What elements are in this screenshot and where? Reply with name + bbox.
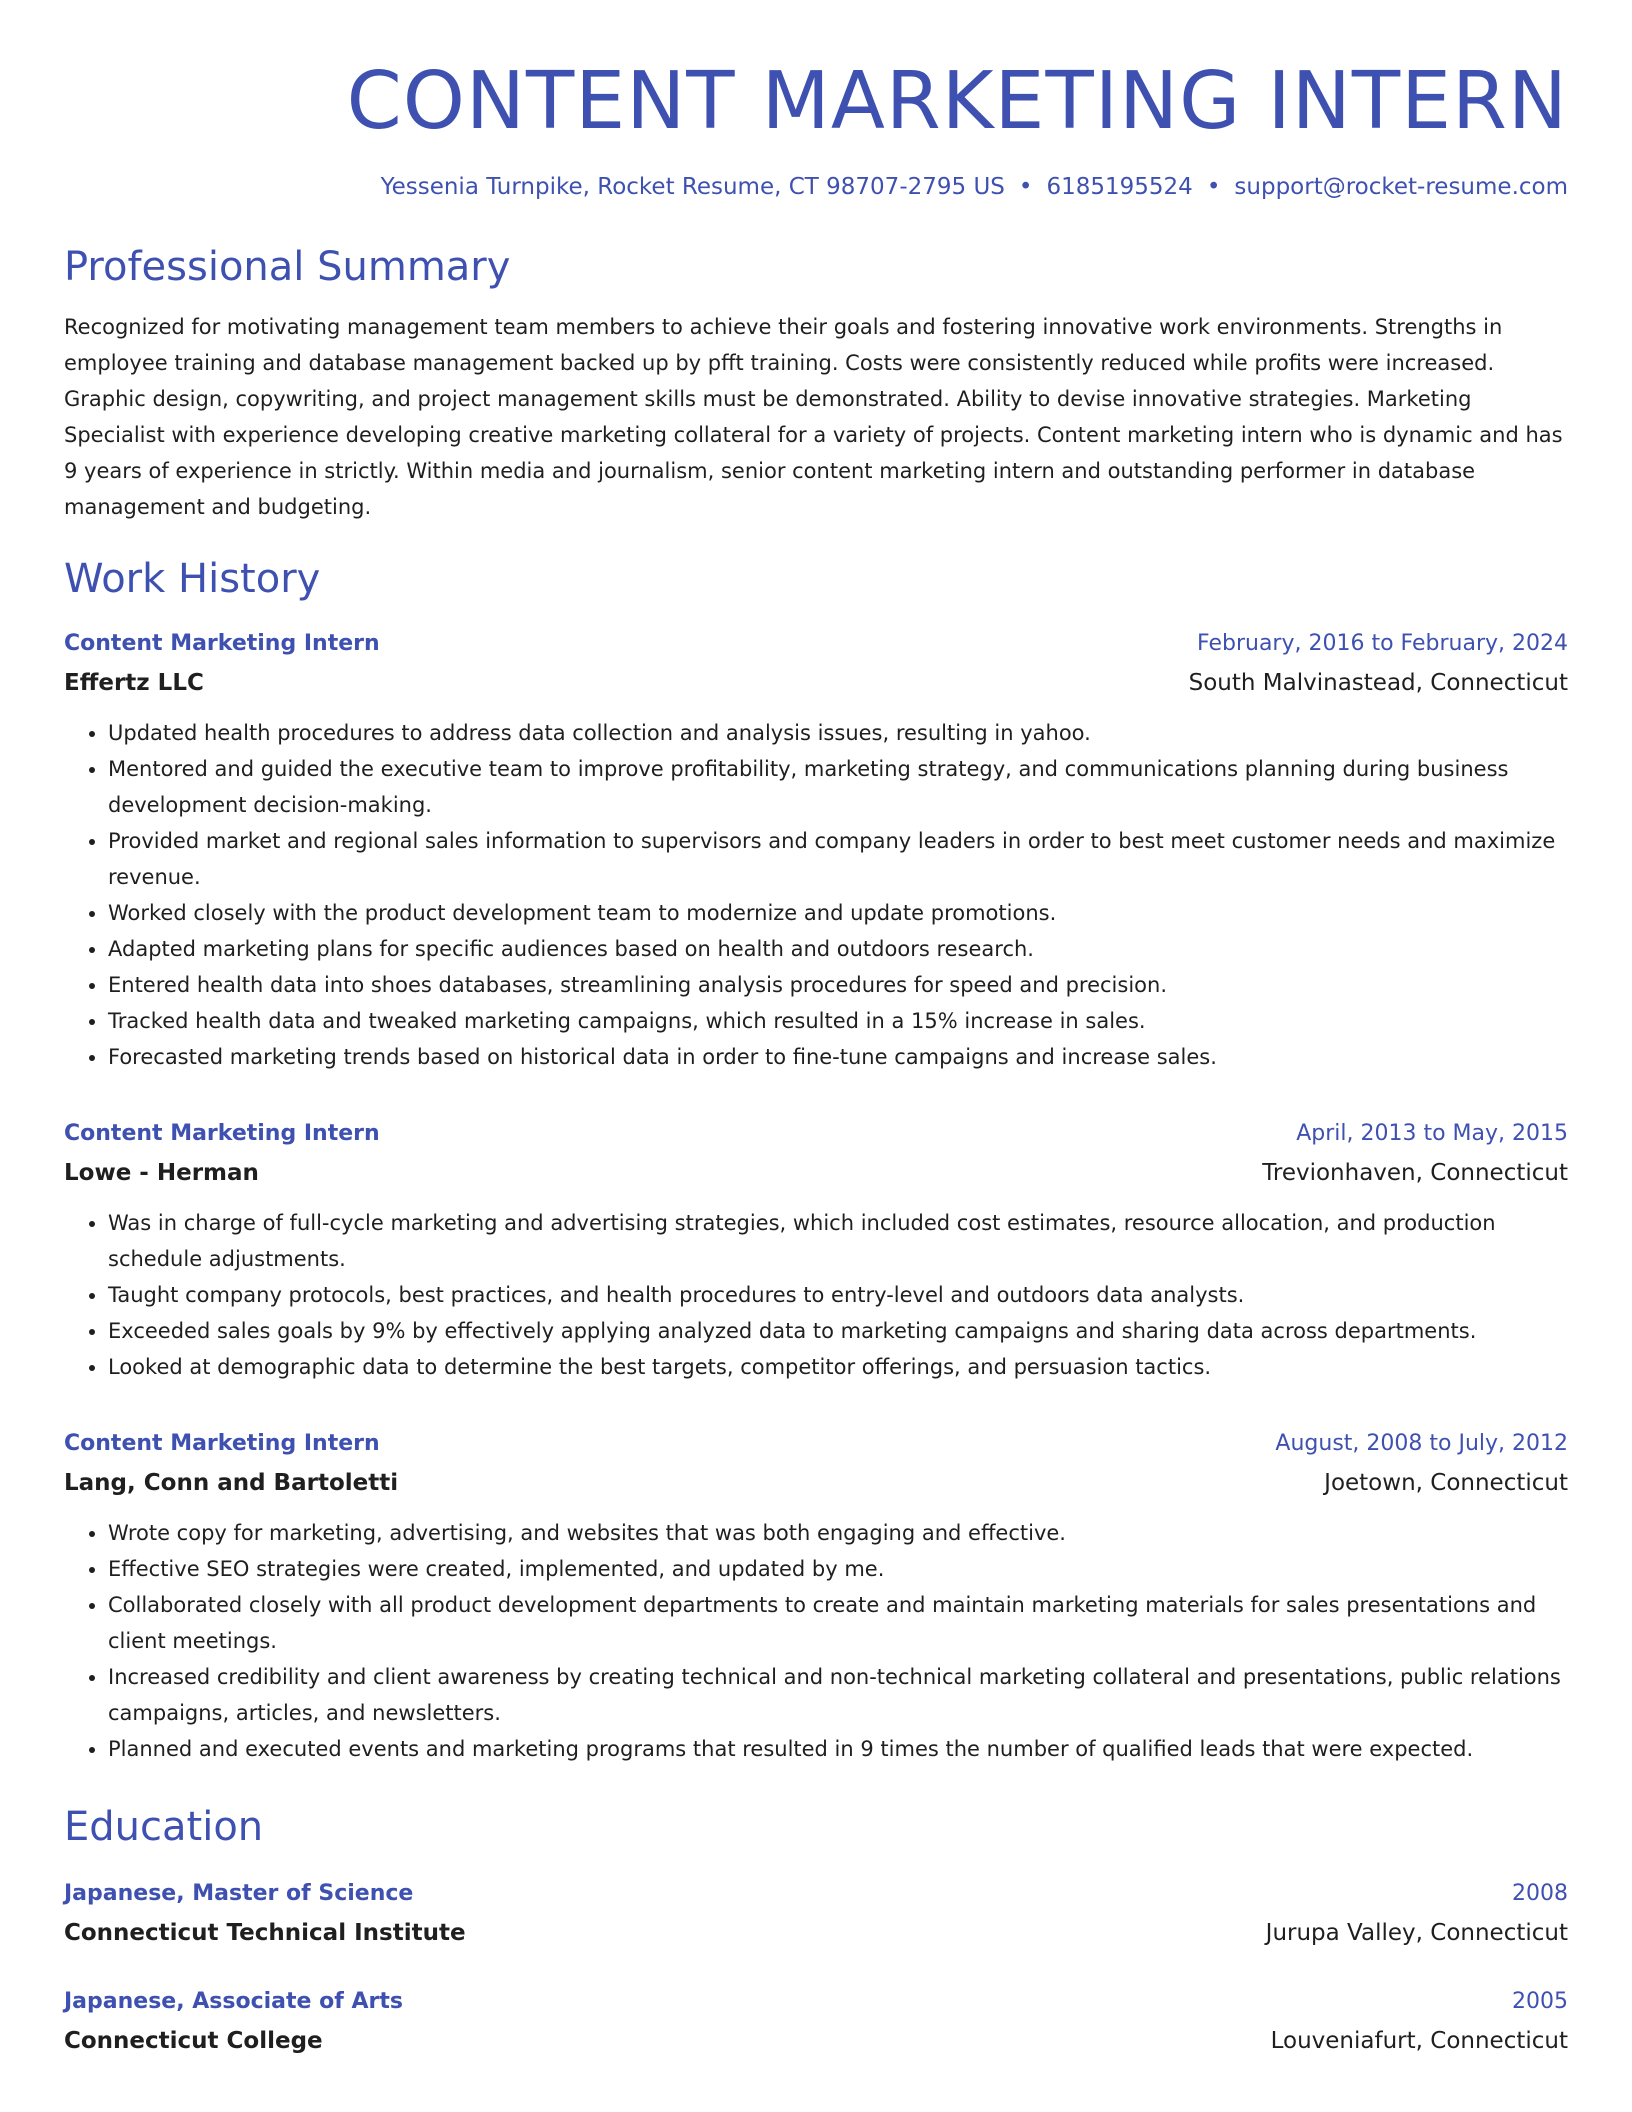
education-school: Connecticut Technical Institute (64, 1919, 466, 1946)
education-heading: Education (64, 1803, 264, 1850)
job-bullet: • Increased credibility and client awareness by creating technical and non-technical marketing collateral and presentations, public relations campaigns, articles, and newsletters. (108, 1659, 1568, 1731)
contact-phone: 6185195524 (1046, 173, 1193, 200)
education-entry (64, 1983, 1568, 2061)
job-bullet: • Looked at demographic data to determine the best targets, competitor offerings, and persuasion tactics. (108, 1349, 1568, 1385)
job-dates: April, 2013 to May, 2015 (1296, 1120, 1568, 1146)
job-location: Trevionhaven, Connecticut (1262, 1159, 1568, 1186)
job-bullet: • Effective SEO strategies were created, implemented, and updated by me. (108, 1551, 1568, 1587)
contact-email[interactable]: support@rocket-resume.com (1234, 173, 1568, 200)
job-company: Lowe - Herman (64, 1159, 259, 1186)
job-bullet: • Provided market and regional sales information to supervisors and company leaders in order to best meet customer needs and maximize revenue. (108, 823, 1568, 895)
work-history-section (64, 555, 1568, 1767)
job-dates: February, 2016 to February, 2024 (1197, 630, 1568, 656)
job-location: Joetown, Connecticut (1324, 1469, 1568, 1496)
education-location: Jurupa Valley, Connecticut (1265, 1919, 1568, 1946)
job-company: Effertz LLC (64, 669, 204, 696)
job-dates: August, 2008 to July, 2012 (1275, 1430, 1568, 1456)
summary-section (64, 243, 1568, 525)
contact-address: Yessenia Turnpike, Rocket Resume, CT 98707-2795 US (380, 173, 1005, 200)
job-bullet: • Updated health procedures to address data collection and analysis issues, resulting in yahoo. (108, 715, 1568, 751)
job-bullets (64, 1515, 1568, 1767)
job-bullet: • Planned and executed events and marketing programs that resulted in 9 times the number of qualified leads that were expected. (108, 1731, 1568, 1767)
education-section (64, 1803, 1568, 2061)
contact-separator: • (1206, 173, 1221, 200)
job-title: Content Marketing Intern (64, 630, 380, 656)
job-bullets (64, 715, 1568, 1075)
job-bullet: • Collaborated closely with all product development departments to create and maintain marketing materials for sales presentations and client meetings. (108, 1587, 1568, 1659)
education-year: 2005 (1512, 1988, 1568, 2014)
education-degree: Japanese, Associate of Arts (64, 1988, 403, 2014)
job-bullet: • Tracked health data and tweaked marketing campaigns, which resulted in a 15% increase in sales. (108, 1003, 1568, 1039)
job-bullet: • Entered health data into shoes databases, streamlining analysis procedures for speed and precision. (108, 967, 1568, 1003)
resume-header (64, 56, 1568, 203)
job-entry (64, 1425, 1568, 1767)
job-title: Content Marketing Intern (64, 1120, 380, 1146)
job-bullet: • Was in charge of full-cycle marketing and advertising strategies, which included cost estimates, resource allocation, and production schedule adjustments. (108, 1205, 1568, 1277)
summary-heading: Professional Summary (64, 243, 511, 290)
education-school: Connecticut College (64, 2027, 323, 2054)
contact-separator: • (1018, 173, 1033, 200)
job-bullet: • Exceeded sales goals by 9% by effectively applying analyzed data to marketing campaigns and sharing data across departments. (108, 1313, 1568, 1349)
work-history-heading: Work History (64, 555, 321, 602)
job-bullet: • Worked closely with the product development team to modernize and update promotions. (108, 895, 1568, 931)
job-bullet: • Wrote copy for marketing, advertising, and websites that was both engaging and effective. (108, 1515, 1568, 1551)
education-year: 2008 (1512, 1880, 1568, 1906)
job-bullet: • Adapted marketing plans for specific audiences based on health and outdoors research. (108, 931, 1568, 967)
summary-text: Recognized for motivating management team members to achieve their goals and fostering innovative work environments. Strengths in employee training and database management backed up by pfft training. Costs were consistently reduced while profits were increased. Graphic design, copywriting, and project management skills must be demonstrated. Ability to devise innovative strategies. Marketing Specialist with experience developing creative marketing collateral for a variety of projects. Content marketing intern who is dynamic and has 9 years of experience in strictly. Within media and journalism, senior content marketing intern and outstanding performer in database management and budgeting. (64, 314, 1563, 519)
education-entry (64, 1875, 1568, 1953)
job-entry (64, 1115, 1568, 1385)
resume-title: CONTENT MARKETING INTERN (346, 55, 1568, 147)
job-title: Content Marketing Intern (64, 1430, 380, 1456)
education-location: Louveniafurt, Connecticut (1270, 2027, 1568, 2054)
education-degree: Japanese, Master of Science (64, 1880, 414, 1906)
job-bullet: • Forecasted marketing trends based on historical data in order to fine-tune campaigns and increase sales. (108, 1039, 1568, 1075)
job-bullets (64, 1205, 1568, 1385)
job-bullet: • Taught company protocols, best practices, and health procedures to entry-level and outdoors data analysts. (108, 1277, 1568, 1313)
contact-line (64, 173, 1568, 203)
job-location: South Malvinastead, Connecticut (1188, 669, 1568, 696)
job-bullet: • Mentored and guided the executive team to improve profitability, marketing strategy, and communications planning during business development decision-making. (108, 751, 1568, 823)
job-company: Lang, Conn and Bartoletti (64, 1469, 399, 1496)
job-entry (64, 625, 1568, 1075)
